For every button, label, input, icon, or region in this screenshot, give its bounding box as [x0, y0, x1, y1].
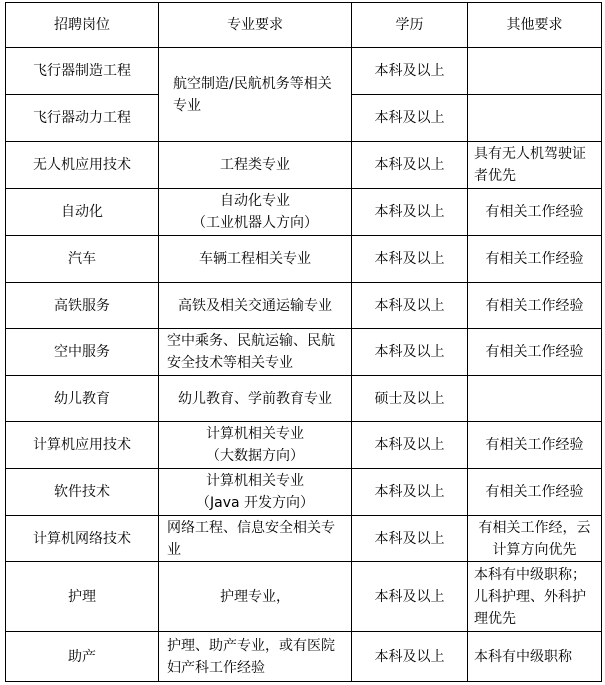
table-row — [6, 329, 602, 376]
cell-education: 本科及以上 — [352, 142, 468, 189]
cell-education: 本科及以上 — [352, 329, 468, 376]
header-education: 学历 — [352, 3, 468, 48]
cell-major: 护理、助产专业，或有医院妇产科工作经验 — [159, 632, 352, 682]
cell-education: 本科及以上 — [352, 422, 468, 469]
header-post: 招聘岗位 — [6, 3, 159, 48]
cell-major — [159, 469, 352, 516]
cell-major — [159, 189, 352, 236]
cell-other: 有相关工作经验 — [468, 469, 602, 516]
cell-post: 软件技术 — [6, 469, 159, 516]
table-row — [6, 422, 602, 469]
cell-other: 有相关工作经验 — [468, 422, 602, 469]
cell-other: 有相关工作经验 — [468, 283, 602, 329]
cell-post: 自动化 — [6, 189, 159, 236]
cell-post: 护理 — [6, 562, 159, 632]
cell-post: 飞行器动力工程 — [6, 95, 159, 142]
cell-major: 车辆工程相关专业 — [159, 236, 352, 283]
cell-post: 汽车 — [6, 236, 159, 283]
cell-post: 计算机应用技术 — [6, 422, 159, 469]
table-row — [6, 469, 602, 516]
cell-education: 本科及以上 — [352, 189, 468, 236]
cell-major: 工程类专业 — [159, 142, 352, 189]
table-row — [6, 632, 602, 682]
cell-post: 高铁服务 — [6, 283, 159, 329]
cell-other: 具有无人机驾驶证者优先 — [468, 142, 602, 189]
cell-education: 本科及以上 — [352, 562, 468, 632]
table-header-row — [6, 3, 602, 48]
cell-post: 助产 — [6, 632, 159, 682]
cell-other: 有相关工作经验 — [468, 236, 602, 283]
cell-education: 硕士及以上 — [352, 376, 468, 422]
cell-major: 航空制造/民航机务等相关专业 — [159, 48, 352, 142]
cell-other — [468, 95, 602, 142]
recruitment-table — [5, 2, 602, 682]
cell-education: 本科及以上 — [352, 236, 468, 283]
cell-post: 幼儿教育 — [6, 376, 159, 422]
header-other: 其他要求 — [468, 3, 602, 48]
cell-other: 有相关工作经验 — [468, 329, 602, 376]
cell-major-line2: （工业机器人方向） — [192, 215, 318, 231]
cell-other: 本科有中级职称 — [468, 632, 602, 682]
table-row — [6, 283, 602, 329]
cell-education: 本科及以上 — [352, 48, 468, 95]
cell-education: 本科及以上 — [352, 516, 468, 562]
cell-major-line2: （Java 开发方向） — [195, 495, 315, 511]
table-row — [6, 48, 602, 95]
cell-major: 护理专业， — [159, 562, 352, 632]
table-row — [6, 189, 602, 236]
table-row — [6, 142, 602, 189]
cell-other: 本科有中级职称；儿科护理、外科护理优先 — [468, 562, 602, 632]
cell-major-line1: 计算机相关专业 — [206, 426, 304, 442]
cell-education: 本科及以上 — [352, 469, 468, 516]
cell-major-line1: 计算机相关专业 — [206, 473, 304, 489]
header-major: 专业要求 — [159, 3, 352, 48]
cell-major: 高铁及相关交通运输专业 — [159, 283, 352, 329]
table-row — [6, 562, 602, 632]
cell-other: 有相关工作经，云计算方向优先 — [468, 516, 602, 562]
cell-other — [468, 376, 602, 422]
table-row — [6, 236, 602, 283]
cell-post: 计算机网络技术 — [6, 516, 159, 562]
cell-major: 网络工程、信息安全相关专业 — [159, 516, 352, 562]
table-row — [6, 376, 602, 422]
cell-major: 幼儿教育、学前教育专业 — [159, 376, 352, 422]
cell-post: 空中服务 — [6, 329, 159, 376]
cell-education: 本科及以上 — [352, 95, 468, 142]
cell-other — [468, 48, 602, 95]
cell-post: 无人机应用技术 — [6, 142, 159, 189]
table-row — [6, 516, 602, 562]
cell-major — [159, 422, 352, 469]
cell-education: 本科及以上 — [352, 283, 468, 329]
cell-major: 空中乘务、民航运输、民航安全技术等相关专业 — [159, 329, 352, 376]
cell-post: 飞行器制造工程 — [6, 48, 159, 95]
cell-major-line2: （大数据方向） — [206, 448, 304, 464]
cell-education: 本科及以上 — [352, 632, 468, 682]
cell-major-line1: 自动化专业 — [220, 193, 290, 209]
cell-other: 有相关工作经验 — [468, 189, 602, 236]
